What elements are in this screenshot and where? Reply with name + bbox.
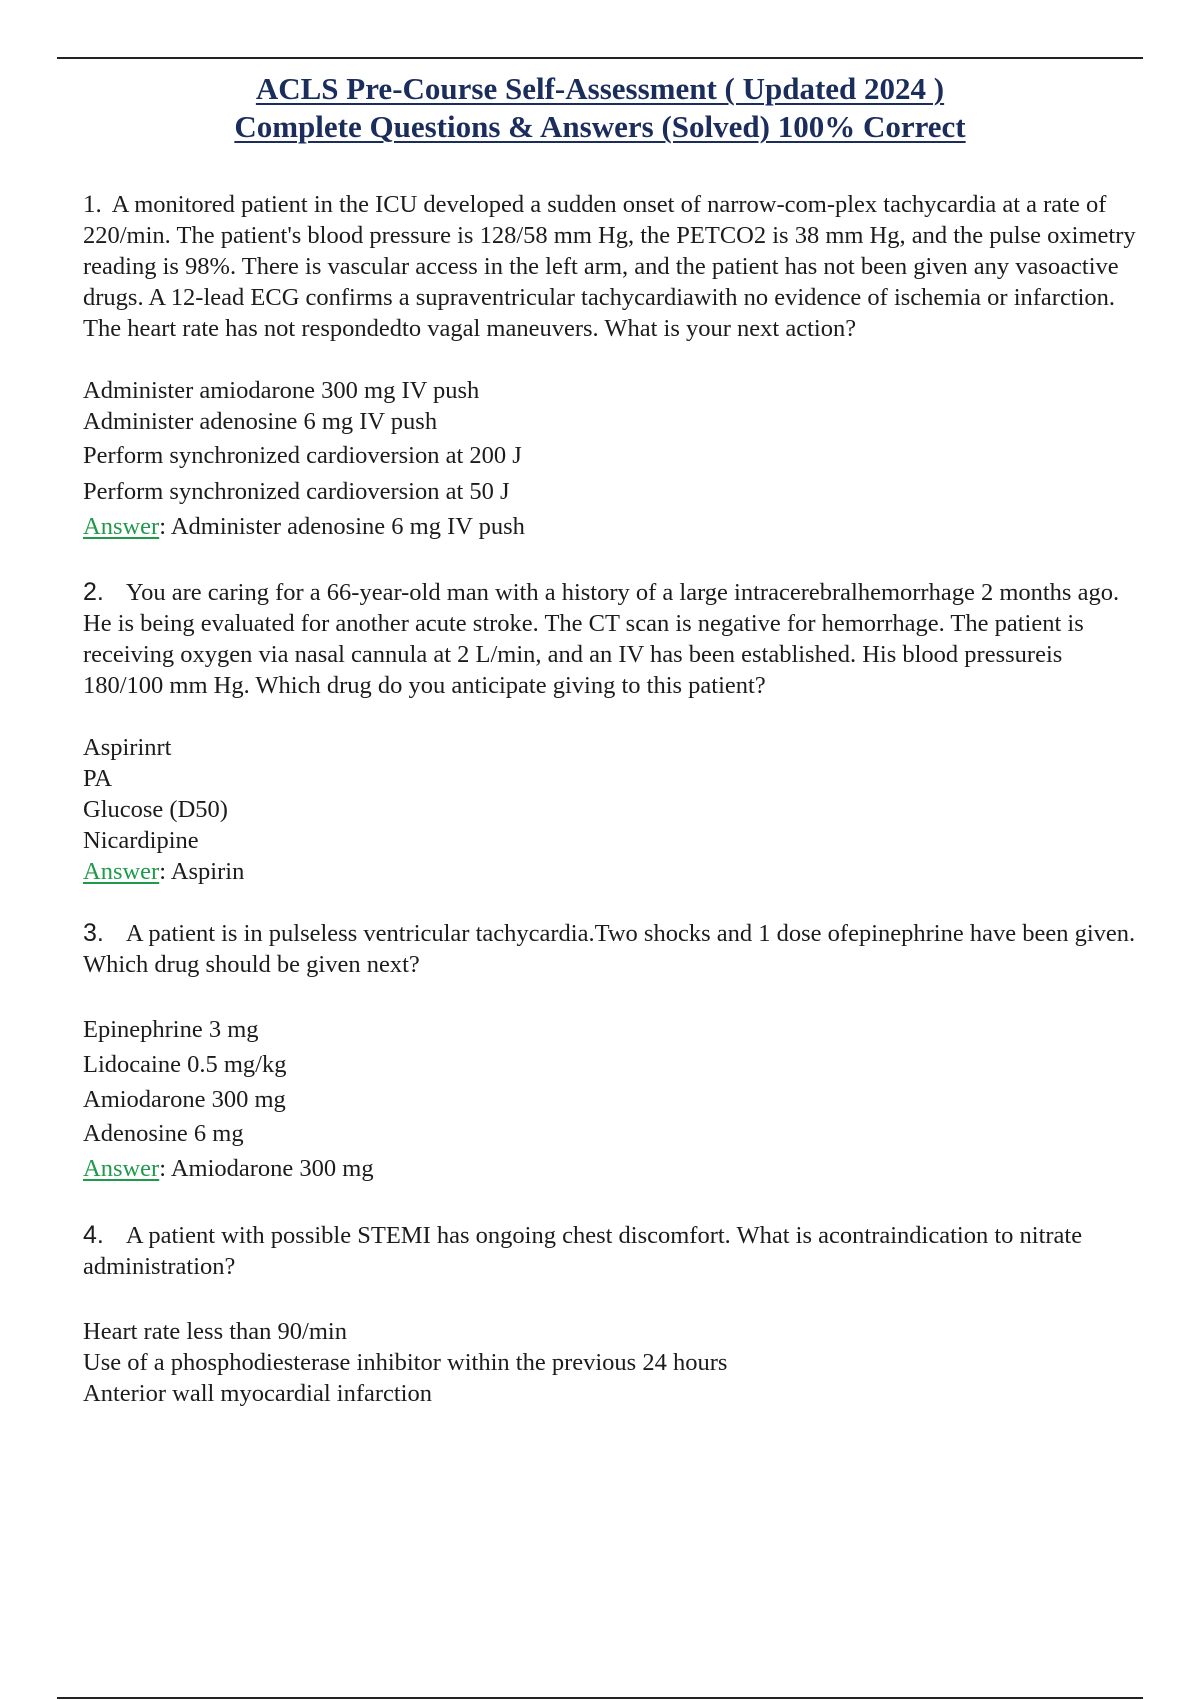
options-list [83, 1316, 1143, 1409]
top-rule [57, 57, 1143, 59]
question-number: 2. [83, 578, 104, 606]
question-text: 1. A monitored patient in the ICU developed a sudden onset of narrow-com-plex tachycardia at a rate of 220/min. The patient's blood pressure is 128/58 mm Hg, the PETCO2 is 38 mm Hg, and the pulse oximetry reading is 98%. There is vascular access in the left arm, and the patient has not been given any vasoactive drugs. A 12-lead ECG confirms a supraventricular tachycardiawith no evidence of ischemia or infarction. The heart rate has not respondedto vagal maneuvers. What is your next action? [83, 191, 1136, 342]
options-list [83, 732, 1143, 856]
document-title [0, 70, 1200, 146]
question-text: 4. A patient with possible STEMI has ongoing chest discomfort. What is acontraindication to nitrate administration? [83, 1221, 1083, 1280]
option: Amiodarone 300 mg [83, 1086, 286, 1113]
answer-value: Administer adenosine 6 mg IV push [170, 513, 525, 540]
option: Aspirinrt [83, 734, 172, 761]
option: Epinephrine 3 mg [83, 1016, 259, 1043]
option: Administer adenosine 6 mg IV push [83, 408, 438, 435]
question-number: 3. [83, 919, 104, 947]
question-number: 1. [83, 191, 102, 218]
answer-line: Answer: Administer adenosine 6 mg IV push [83, 513, 525, 540]
answer-label: Answer [83, 858, 160, 885]
answer-value: Aspirin [170, 858, 245, 885]
question-block [83, 1220, 1143, 1409]
options-list [83, 375, 1143, 507]
option: Perform synchronized cardioversion at 50 J [83, 478, 510, 505]
option: Anterior wall myocardial infarction [83, 1380, 432, 1407]
answer-label: Answer [83, 1155, 160, 1182]
answer-line: Answer: Aspirin [83, 858, 245, 885]
question-text: 3. A patient is in pulseless ventricular tachycardia.Two shocks and 1 dose ofepinephrine have been given. Which drug should be given next? [83, 919, 1136, 978]
option: PA [83, 765, 113, 792]
option: Use of a phosphodiesterase inhibitor within the previous 24 hours [83, 1349, 728, 1376]
options-list [83, 1014, 1143, 1149]
question-text: 2. You are caring for a 66-year-old man with a history of a large intracerebralhemorrhage 2 months ago. He is being evaluated for another acute stroke. The CT scan is negative for hemorrhage. The patient is receiving oxygen via nasal cannula at 2 L/min, and an IV has been established. His blood pressureis 180/100 mm Hg. Which drug do you anticipate giving to this patient? [83, 578, 1120, 699]
option: Heart rate less than 90/min [83, 1318, 347, 1345]
bottom-rule [57, 1697, 1143, 1699]
answer-value: Amiodarone 300 mg [170, 1155, 374, 1182]
question-number: 4. [83, 1221, 104, 1249]
option: Glucose (D50) [83, 796, 228, 823]
question-block [83, 577, 1143, 887]
option: Administer amiodarone 300 mg IV push [83, 377, 480, 404]
answer-label: Answer [83, 513, 160, 540]
option: Nicardipine [83, 827, 199, 854]
title-line-1: ACLS Pre-Course Self-Assessment ( Updated 2024 ) [255, 71, 945, 106]
question-block [83, 189, 1143, 542]
questions-list [83, 189, 1143, 1409]
option: Adenosine 6 mg [83, 1120, 244, 1147]
option: Lidocaine 0.5 mg/kg [83, 1051, 287, 1078]
question-block [83, 918, 1143, 1184]
answer-line: Answer: Amiodarone 300 mg [83, 1155, 374, 1182]
title-line-2: Complete Questions & Answers (Solved) 100% Correct [234, 109, 966, 144]
option: Perform synchronized cardioversion at 200 J [83, 442, 522, 469]
